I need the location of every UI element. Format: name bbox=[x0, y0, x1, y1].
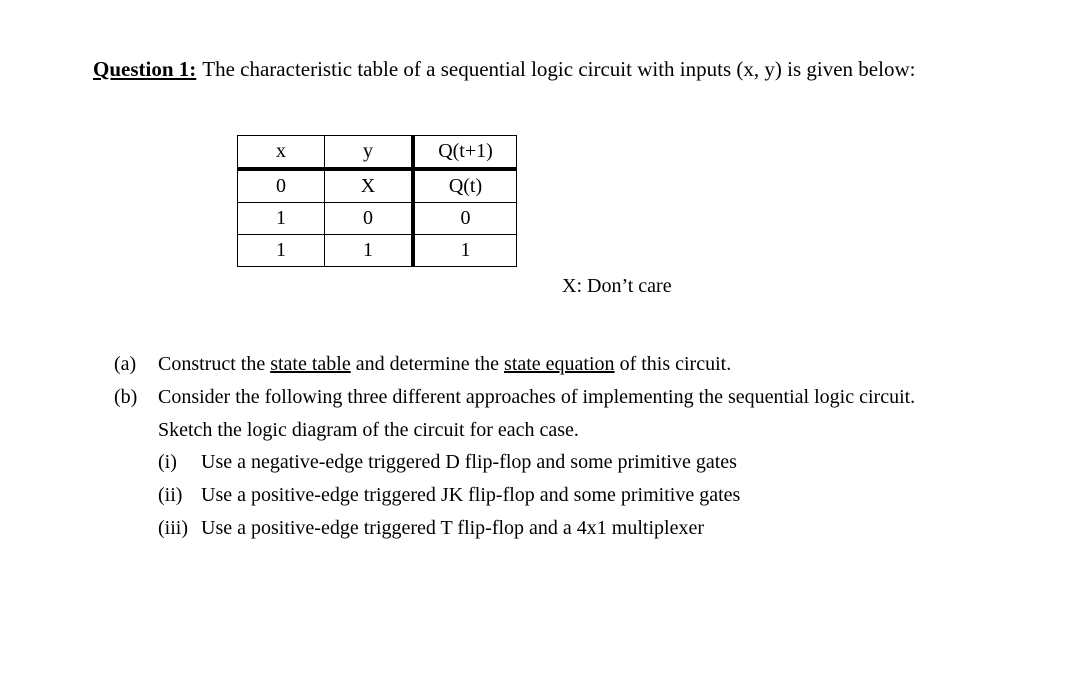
part-b-marker: (b) bbox=[114, 386, 138, 408]
question-heading bbox=[93, 57, 915, 82]
part-b-line1: Consider the following three different approaches of implementing the sequential logic circuit. bbox=[158, 386, 916, 408]
table-cell: 1 bbox=[238, 203, 325, 235]
question-intro: The characteristic table of a sequential logic circuit with inputs (x, y) is given below: bbox=[202, 57, 916, 81]
subitem-i-text: Use a negative-edge triggered D flip-flop and some primitive gates bbox=[201, 451, 737, 473]
part-a-seg1: Construct the bbox=[158, 353, 271, 375]
table-row bbox=[238, 203, 517, 235]
subitem-ii-marker: (ii) bbox=[158, 484, 183, 506]
subitem-ii-text: Use a positive-edge triggered JK flip-flop and some primitive gates bbox=[201, 484, 741, 506]
table-cell: 1 bbox=[413, 235, 517, 267]
table-cell: 0 bbox=[325, 203, 414, 235]
table-cell: 1 bbox=[325, 235, 414, 267]
part-a-text bbox=[158, 353, 731, 376]
subitem-i-marker: (i) bbox=[158, 451, 177, 473]
table-cell: X bbox=[325, 169, 414, 203]
question-label: Question 1: bbox=[93, 57, 197, 81]
table-cell: Q(t) bbox=[413, 169, 517, 203]
part-a-seg5: of this circuit. bbox=[614, 353, 732, 375]
table-cell: 1 bbox=[238, 235, 325, 267]
table-row bbox=[238, 169, 517, 203]
state-equation-term: state equation bbox=[504, 353, 615, 375]
table-header-cell: Q(t+1) bbox=[413, 136, 517, 170]
part-b-line2: Sketch the logic diagram of the circuit for each case. bbox=[158, 419, 579, 441]
part-a-marker: (a) bbox=[114, 353, 137, 375]
table-cell: 0 bbox=[238, 169, 325, 203]
subitem-iii-marker: (iii) bbox=[158, 517, 188, 539]
characteristic-table bbox=[237, 135, 517, 267]
table-header-cell: x bbox=[238, 136, 325, 170]
subitem-iii-text: Use a positive-edge triggered T flip-flop and a 4x1 multiplexer bbox=[201, 517, 705, 539]
table-row bbox=[238, 235, 517, 267]
table-header-row bbox=[238, 136, 517, 170]
dont-care-note: X: Don’t care bbox=[562, 275, 672, 297]
part-a-seg3: and determine the bbox=[350, 353, 505, 375]
state-table-term: state table bbox=[270, 353, 351, 375]
table-header-cell: y bbox=[325, 136, 414, 170]
table-cell: 0 bbox=[413, 203, 517, 235]
